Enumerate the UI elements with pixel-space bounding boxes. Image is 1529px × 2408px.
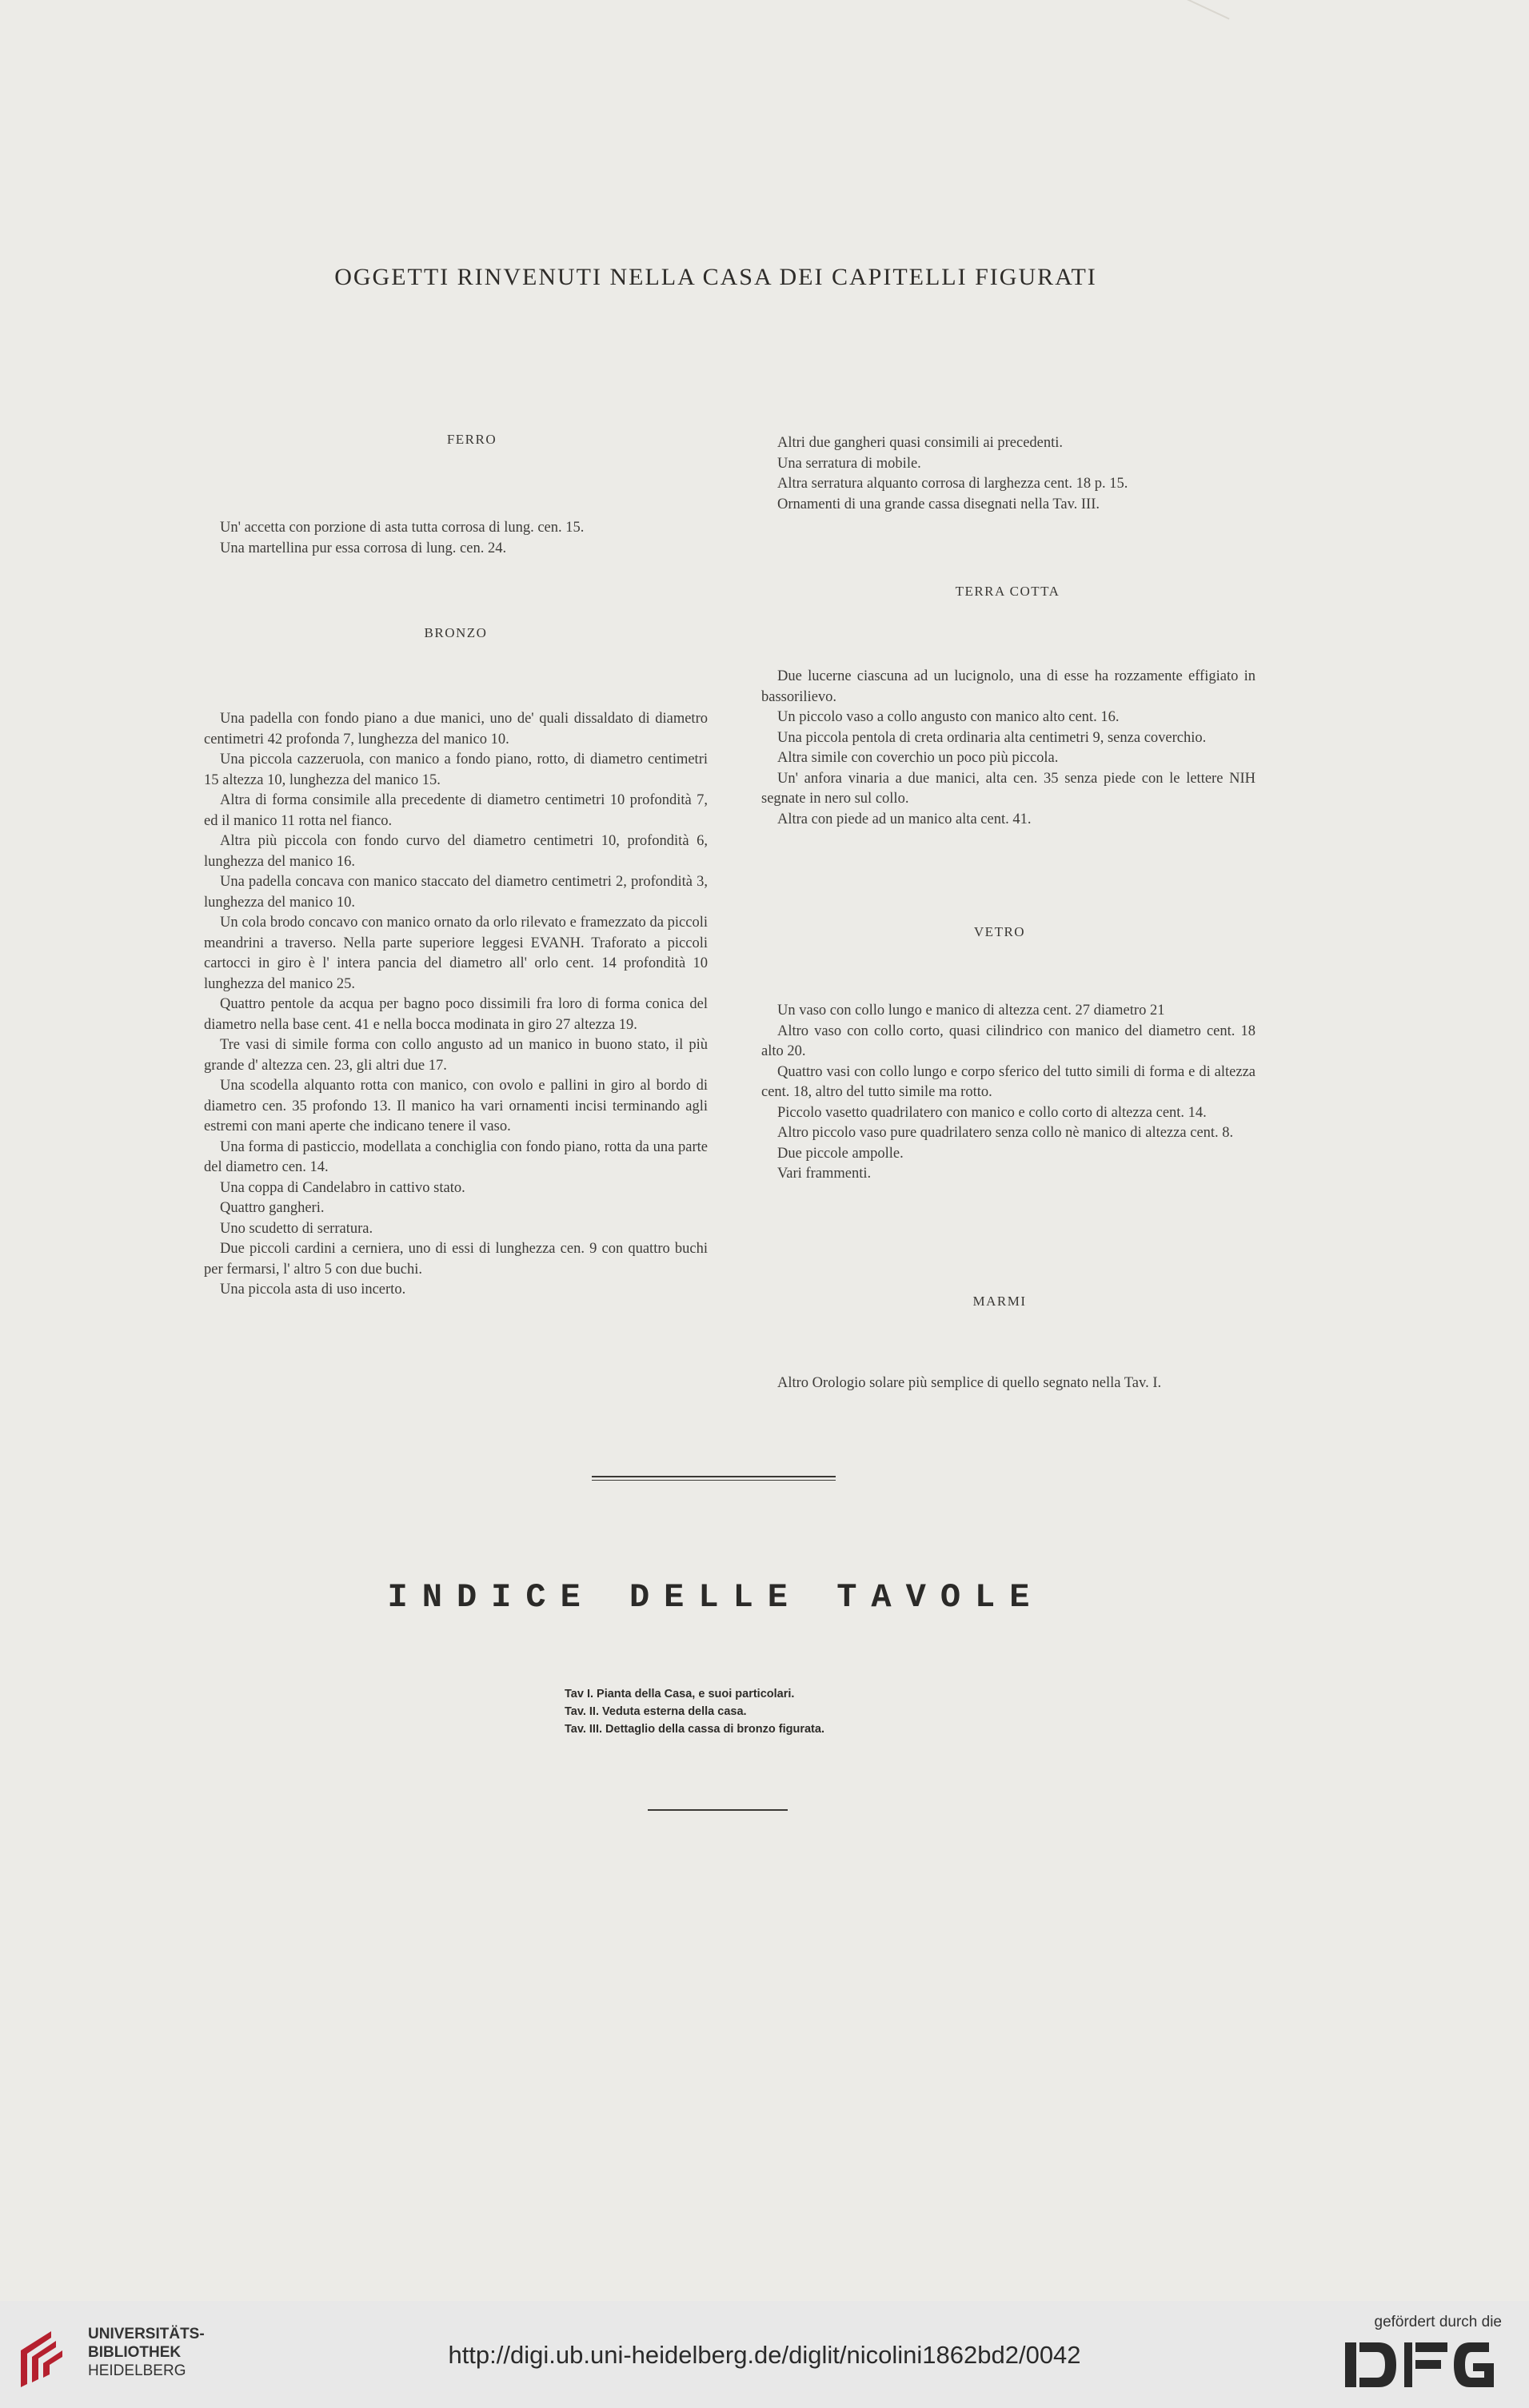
text-paragraph: Piccolo vasetto quadrilatero con manico e collo corto di altezza cent. 14. <box>777 1104 1207 1121</box>
text-paragraph: Vari frammenti. <box>777 1166 872 1182</box>
text-paragraph: Una piccola cazzeruola, con manico a fondo piano, rotto, di diametro centimetri 15 altezza 10, lunghezza del manico 15. <box>204 752 708 788</box>
text-paragraph: Un' accetta con porzione di asta tutta corrosa di lung. cen. 15. <box>220 520 585 536</box>
text-paragraph: Una piccola asta di uso incerto. <box>220 1282 406 1298</box>
right-intro-text <box>761 433 1256 515</box>
marmi-text <box>761 1373 1273 1394</box>
text-paragraph: Una padella concava con manico staccato del diametro centimetri 2, profondità 3, lunghezza del manico 10. <box>204 874 708 911</box>
text-paragraph: Altro piccolo vaso pure quadrilatero senza collo nè manico di altezza cent. 8. <box>777 1125 1234 1141</box>
section-title-vetro: VETRO <box>973 924 1026 939</box>
text-paragraph: Uno scudetto di serratura. <box>220 1220 373 1237</box>
text-paragraph: Una padella con fondo piano a due manici, uno de' quali dissaldato di diametro centimetri 42 profonda 7, lunghezza del manico 10. <box>204 711 708 748</box>
source-url-link[interactable]: http://digi.ub.uni-heidelberg.de/diglit/nicolini1862bd2/0042 <box>448 2341 1081 2369</box>
index-title: INDICE DELLE TAVOLE <box>387 1578 1044 1617</box>
divider-double-top <box>592 1476 836 1477</box>
text-paragraph: Altro vaso con collo corto, quasi cilindrico con manico del diametro cent. 18 alto 20. <box>761 1023 1256 1059</box>
text-paragraph: Due lucerne ciascuna ad un lucignolo, una di esse ha rozzamente effigiato in bassorilievo. <box>761 668 1256 705</box>
page-heading: OGGETTI RINVENUTI NELLA CASA DEI CAPITELLI FIGURATI <box>334 264 1097 290</box>
text-paragraph: Ornamenti di una grande cassa disegnati nella Tav. III. <box>777 496 1100 512</box>
plates-list <box>565 1685 824 1738</box>
dfg-logo-icon[interactable] <box>1345 2336 1505 2392</box>
text-paragraph: Una piccola pentola di creta ordinaria alta centimetri 9, senza coverchio. <box>777 729 1207 746</box>
text-paragraph: Una martellina pur essa corrosa di lung. cen. 24. <box>220 540 507 556</box>
section-title-ferro: FERRO <box>446 432 497 447</box>
text-paragraph: Altri due gangheri quasi consimili ai precedenti. <box>777 435 1064 451</box>
section-title-bronzo: BRONZO <box>424 625 488 640</box>
text-paragraph: Due piccoli cardini a cerniera, uno di essi di lunghezza cen. 9 con quattro buchi per fermarsi, l' altro 5 con due buchi. <box>204 1241 708 1278</box>
text-paragraph: Una serratura di mobile. <box>777 455 921 472</box>
text-paragraph: Altro Orologio solare più semplice di quello segnato nella Tav. I. <box>777 1375 1162 1391</box>
institution-line: BIBLIOTHEK <box>88 2344 182 2361</box>
divider-short <box>648 1809 788 1811</box>
text-paragraph: Un' anfora vinaria a due manici, alta cen. 35 senza piede con le lettere NIH segnate in nero sul collo. <box>761 770 1256 807</box>
vetro-text <box>761 1001 1256 1185</box>
institution-line: HEIDELBERG <box>88 2362 186 2379</box>
funding-label: gefördert durch die <box>1374 2314 1502 2330</box>
terra-cotta-text <box>761 667 1256 830</box>
section-title-marmi: MARMI <box>972 1294 1027 1309</box>
plate-entry: Tav. III. Dettaglio della cassa di bronzo figurata. <box>565 1723 824 1736</box>
plate-entry: Tav I. Pianta della Casa, e suoi particolari. <box>565 1688 795 1700</box>
ferro-text <box>204 518 708 559</box>
text-paragraph: Quattro gangheri. <box>220 1200 325 1216</box>
institution-line: UNIVERSITÄTS- <box>88 2326 205 2342</box>
footer-bar <box>0 2301 1529 2408</box>
plate-entry: Tav. II. Veduta esterna della casa. <box>565 1705 747 1718</box>
text-paragraph: Una forma di pasticcio, modellata a conchiglia con fondo piano, rotta da una parte del diametro cen. 14. <box>204 1138 708 1175</box>
text-paragraph: Altra di forma consimile alla precedente di diametro centimetri 10 profondità 7, ed il manico 11 rotta nel fianco. <box>204 792 708 829</box>
bronzo-text <box>204 709 708 1301</box>
text-paragraph: Una coppa di Candelabro in cattivo stato. <box>220 1179 465 1196</box>
text-paragraph: Due piccole ampolle. <box>777 1145 904 1162</box>
text-paragraph: Tre vasi di simile forma con collo angusto ad un manico in buono stato, il più grande d' altezza cen. 23, gli altri due 17. <box>204 1037 708 1074</box>
divider-double-bottom <box>592 1480 836 1481</box>
text-paragraph: Altra più piccola con fondo curvo del diametro centimetri 10, profondità 6, lunghezza del manico 16. <box>204 833 708 870</box>
text-paragraph: Un cola brodo concavo con manico ornato da orlo rilevato e framezzato da piccoli meandrini a traverso. Nella parte superiore leggesi EVANH. Traforato a piccoli cartocci in giro è l' intera pancia del diametro all' orlo cent. 14 profondità 10 lunghezza del manico 25. <box>204 915 708 992</box>
text-paragraph: Altra con piede ad un manico alta cent. 41. <box>777 811 1032 827</box>
text-paragraph: Quattro pentole da acqua per bagno poco dissimili fra loro di forma conica del diametro nella base cent. 41 e nella bocca modinata in giro 27 altezza 19. <box>204 996 708 1033</box>
section-title-terra-cotta: TERRA COTTA <box>955 584 1060 599</box>
text-paragraph: Un vaso con collo lungo e manico di altezza cent. 27 diametro 21 <box>777 1003 1165 1019</box>
text-paragraph: Altra simile con coverchio un poco più piccola. <box>777 750 1059 766</box>
text-paragraph: Quattro vasi con collo lungo e corpo sferico del tutto simili di forma e di altezza cent. 18, altro del tutto simile ma rotto. <box>761 1063 1256 1100</box>
text-paragraph: Altra serratura alquanto corrosa di larghezza cent. 18 p. 15. <box>777 476 1128 492</box>
text-paragraph: Una scodella alquanto rotta con manico, con ovolo e pallini in giro al bordo di diametro cen. 35 profondo 13. Il manico ha vari ornamenti incisi terminando agli estremi con mani aperte che indicano tenere il vaso. <box>204 1078 708 1134</box>
text-paragraph: Un piccolo vaso a collo angusto con manico alto cent. 16. <box>777 709 1120 725</box>
